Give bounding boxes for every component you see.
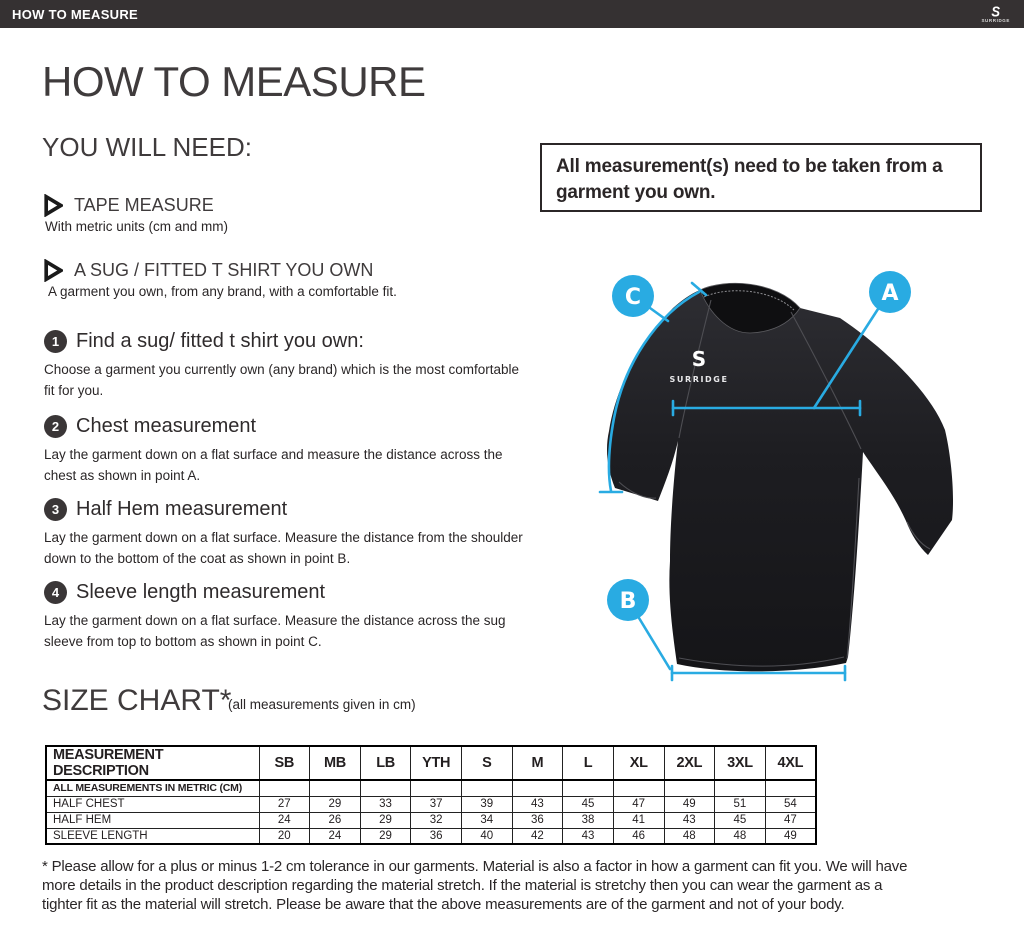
measurement-value: 41 <box>613 812 664 828</box>
measurement-value: 49 <box>765 828 816 844</box>
column-header-size: 3XL <box>715 746 766 780</box>
empty-cell <box>411 780 462 796</box>
need-item-tape-measure <box>44 194 214 217</box>
measurement-value: 36 <box>411 828 462 844</box>
table-row <box>46 796 816 812</box>
top-bar <box>0 0 1024 28</box>
measurement-value: 27 <box>259 796 310 812</box>
empty-cell <box>462 780 513 796</box>
step-description: Lay the garment down on a flat surface. Measure the distance across the sug sleeve from top to bottom as shown in point C. <box>44 613 506 649</box>
column-header-size: 4XL <box>765 746 816 780</box>
measurement-value: 32 <box>411 812 462 828</box>
size-chart-heading: SIZE CHART* <box>42 684 232 717</box>
measurement-value: 47 <box>765 812 816 828</box>
column-header-size: 2XL <box>664 746 715 780</box>
empty-cell <box>765 780 816 796</box>
step-title: Chest measurement <box>76 415 257 437</box>
surridge-logo-wordmark: SURRIDGE <box>981 17 1010 23</box>
measurement-value: 36 <box>512 812 563 828</box>
column-header-description: MEASUREMENT DESCRIPTION <box>46 746 259 780</box>
measurement-value: 47 <box>613 796 664 812</box>
empty-cell <box>512 780 563 796</box>
point-b-label: B <box>619 589 637 614</box>
measurement-value: 24 <box>259 812 310 828</box>
measurement-value: 48 <box>715 828 766 844</box>
measurement-value: 26 <box>310 812 361 828</box>
need-item-subtext: A garment you own, from any brand, with a comfortable fit. <box>48 284 397 299</box>
step-description: Choose a garment you currently own (any brand) which is the most comfortable fit for you. <box>44 362 519 398</box>
measurement-value: 33 <box>360 796 411 812</box>
measurement-value: 29 <box>360 828 411 844</box>
you-will-need-heading: YOU WILL NEED: <box>42 132 252 162</box>
measurement-value: 46 <box>613 828 664 844</box>
measurement-value: 34 <box>462 812 513 828</box>
column-header-size: M <box>512 746 563 780</box>
size-chart-subheader: ALL MEASUREMENTS IN METRIC (CM) <box>46 780 259 796</box>
triangle-bullet-icon <box>44 194 63 217</box>
measurement-value: 42 <box>512 828 563 844</box>
measurement-value: 51 <box>715 796 766 812</box>
step-1 <box>44 330 524 402</box>
measurement-label: HALF HEM <box>46 812 259 828</box>
step-number-badge: 4 <box>44 581 67 604</box>
empty-cell <box>310 780 361 796</box>
empty-cell <box>563 780 614 796</box>
measurement-value: 43 <box>664 812 715 828</box>
size-chart-table <box>45 745 817 845</box>
measurement-value: 39 <box>462 796 513 812</box>
need-item-label: TAPE MEASURE <box>74 195 214 215</box>
size-chart-header-row <box>46 746 816 780</box>
need-item-label: A SUG / FITTED T SHIRT YOU OWN <box>74 260 374 280</box>
empty-cell <box>259 780 310 796</box>
column-header-size: S <box>462 746 513 780</box>
column-header-size: XL <box>613 746 664 780</box>
page-title: HOW TO MEASURE <box>42 58 426 105</box>
column-header-size: L <box>563 746 614 780</box>
step-title: Find a sug/ fitted t shirt you own: <box>76 330 364 352</box>
measurement-value: 24 <box>310 828 361 844</box>
step-number-badge: 3 <box>44 498 67 521</box>
disclaimer-line: * Please allow for a plus or minus 1-2 cm tolerance in our garments. Material is also a factor in how a garment can fit you. We will have <box>42 858 908 875</box>
step-number-badge: 2 <box>44 415 67 438</box>
measurement-value: 48 <box>664 828 715 844</box>
disclaimer-line: tighter fit as the material will stretch. Please be aware that the above measurements are of the garment and not of your body. <box>42 895 845 913</box>
measurement-value: 49 <box>664 796 715 812</box>
table-row <box>46 828 816 844</box>
tshirt-body <box>607 284 953 672</box>
measurement-value: 20 <box>259 828 310 844</box>
need-item-subtext: With metric units (cm and mm) <box>45 219 229 234</box>
measurement-value: 45 <box>563 796 614 812</box>
step-3 <box>44 498 524 570</box>
surridge-logo-icon <box>981 2 1014 24</box>
measurement-value: 29 <box>360 812 411 828</box>
disclaimer-text <box>42 858 972 915</box>
step-4 <box>44 581 524 653</box>
column-header-size: YTH <box>411 746 462 780</box>
tshirt-measurement-diagram <box>578 263 1014 699</box>
surridge-logo-mark: S <box>991 2 1001 20</box>
point-c-label: C <box>624 285 642 310</box>
column-header-size: MB <box>310 746 361 780</box>
point-a-label: A <box>881 281 899 306</box>
empty-cell <box>664 780 715 796</box>
b-pointer-line <box>639 618 670 669</box>
shirt-logo-mark: S <box>691 347 707 371</box>
measurement-value: 29 <box>310 796 361 812</box>
triangle-bullet-icon <box>44 259 63 282</box>
size-chart-note: (all measurements given in cm) <box>228 697 416 712</box>
table-row <box>46 812 816 828</box>
step-number-badge: 1 <box>44 330 67 353</box>
disclaimer-line: more details in the product description regarding the material stretch. If the material is stretchy then you can wear the garment as a <box>42 876 883 894</box>
measurement-value: 40 <box>462 828 513 844</box>
measurement-value: 38 <box>563 812 614 828</box>
size-chart-subheader-row <box>46 780 816 796</box>
callout-text: All measurement(s) need to be taken from a garment you own. <box>556 156 943 204</box>
measurement-value: 43 <box>512 796 563 812</box>
top-bar-title: HOW TO MEASURE <box>12 6 139 22</box>
measurement-label: HALF CHEST <box>46 796 259 812</box>
empty-cell <box>715 780 766 796</box>
shirt-logo-wordmark: SURRIDGE <box>669 375 729 384</box>
step-description: Lay the garment down on a flat surface and measure the distance across the chest as shown in point A. <box>44 447 503 483</box>
measurement-value: 45 <box>715 812 766 828</box>
empty-cell <box>360 780 411 796</box>
measurement-value: 43 <box>563 828 614 844</box>
measurement-value: 37 <box>411 796 462 812</box>
column-header-size: SB <box>259 746 310 780</box>
step-2 <box>44 415 524 487</box>
measurement-label: SLEEVE LENGTH <box>46 828 259 844</box>
step-description: Lay the garment down on a flat surface. Measure the distance from the shoulder down to the bottom of the coat as shown in point B. <box>44 530 523 566</box>
column-header-size: LB <box>360 746 411 780</box>
step-title: Sleeve length measurement <box>76 581 326 603</box>
c-pointer-line <box>650 308 668 321</box>
measurement-value: 54 <box>765 796 816 812</box>
need-item-garment <box>44 259 373 282</box>
callout-box <box>540 143 982 212</box>
empty-cell <box>613 780 664 796</box>
step-title: Half Hem measurement <box>76 498 288 520</box>
